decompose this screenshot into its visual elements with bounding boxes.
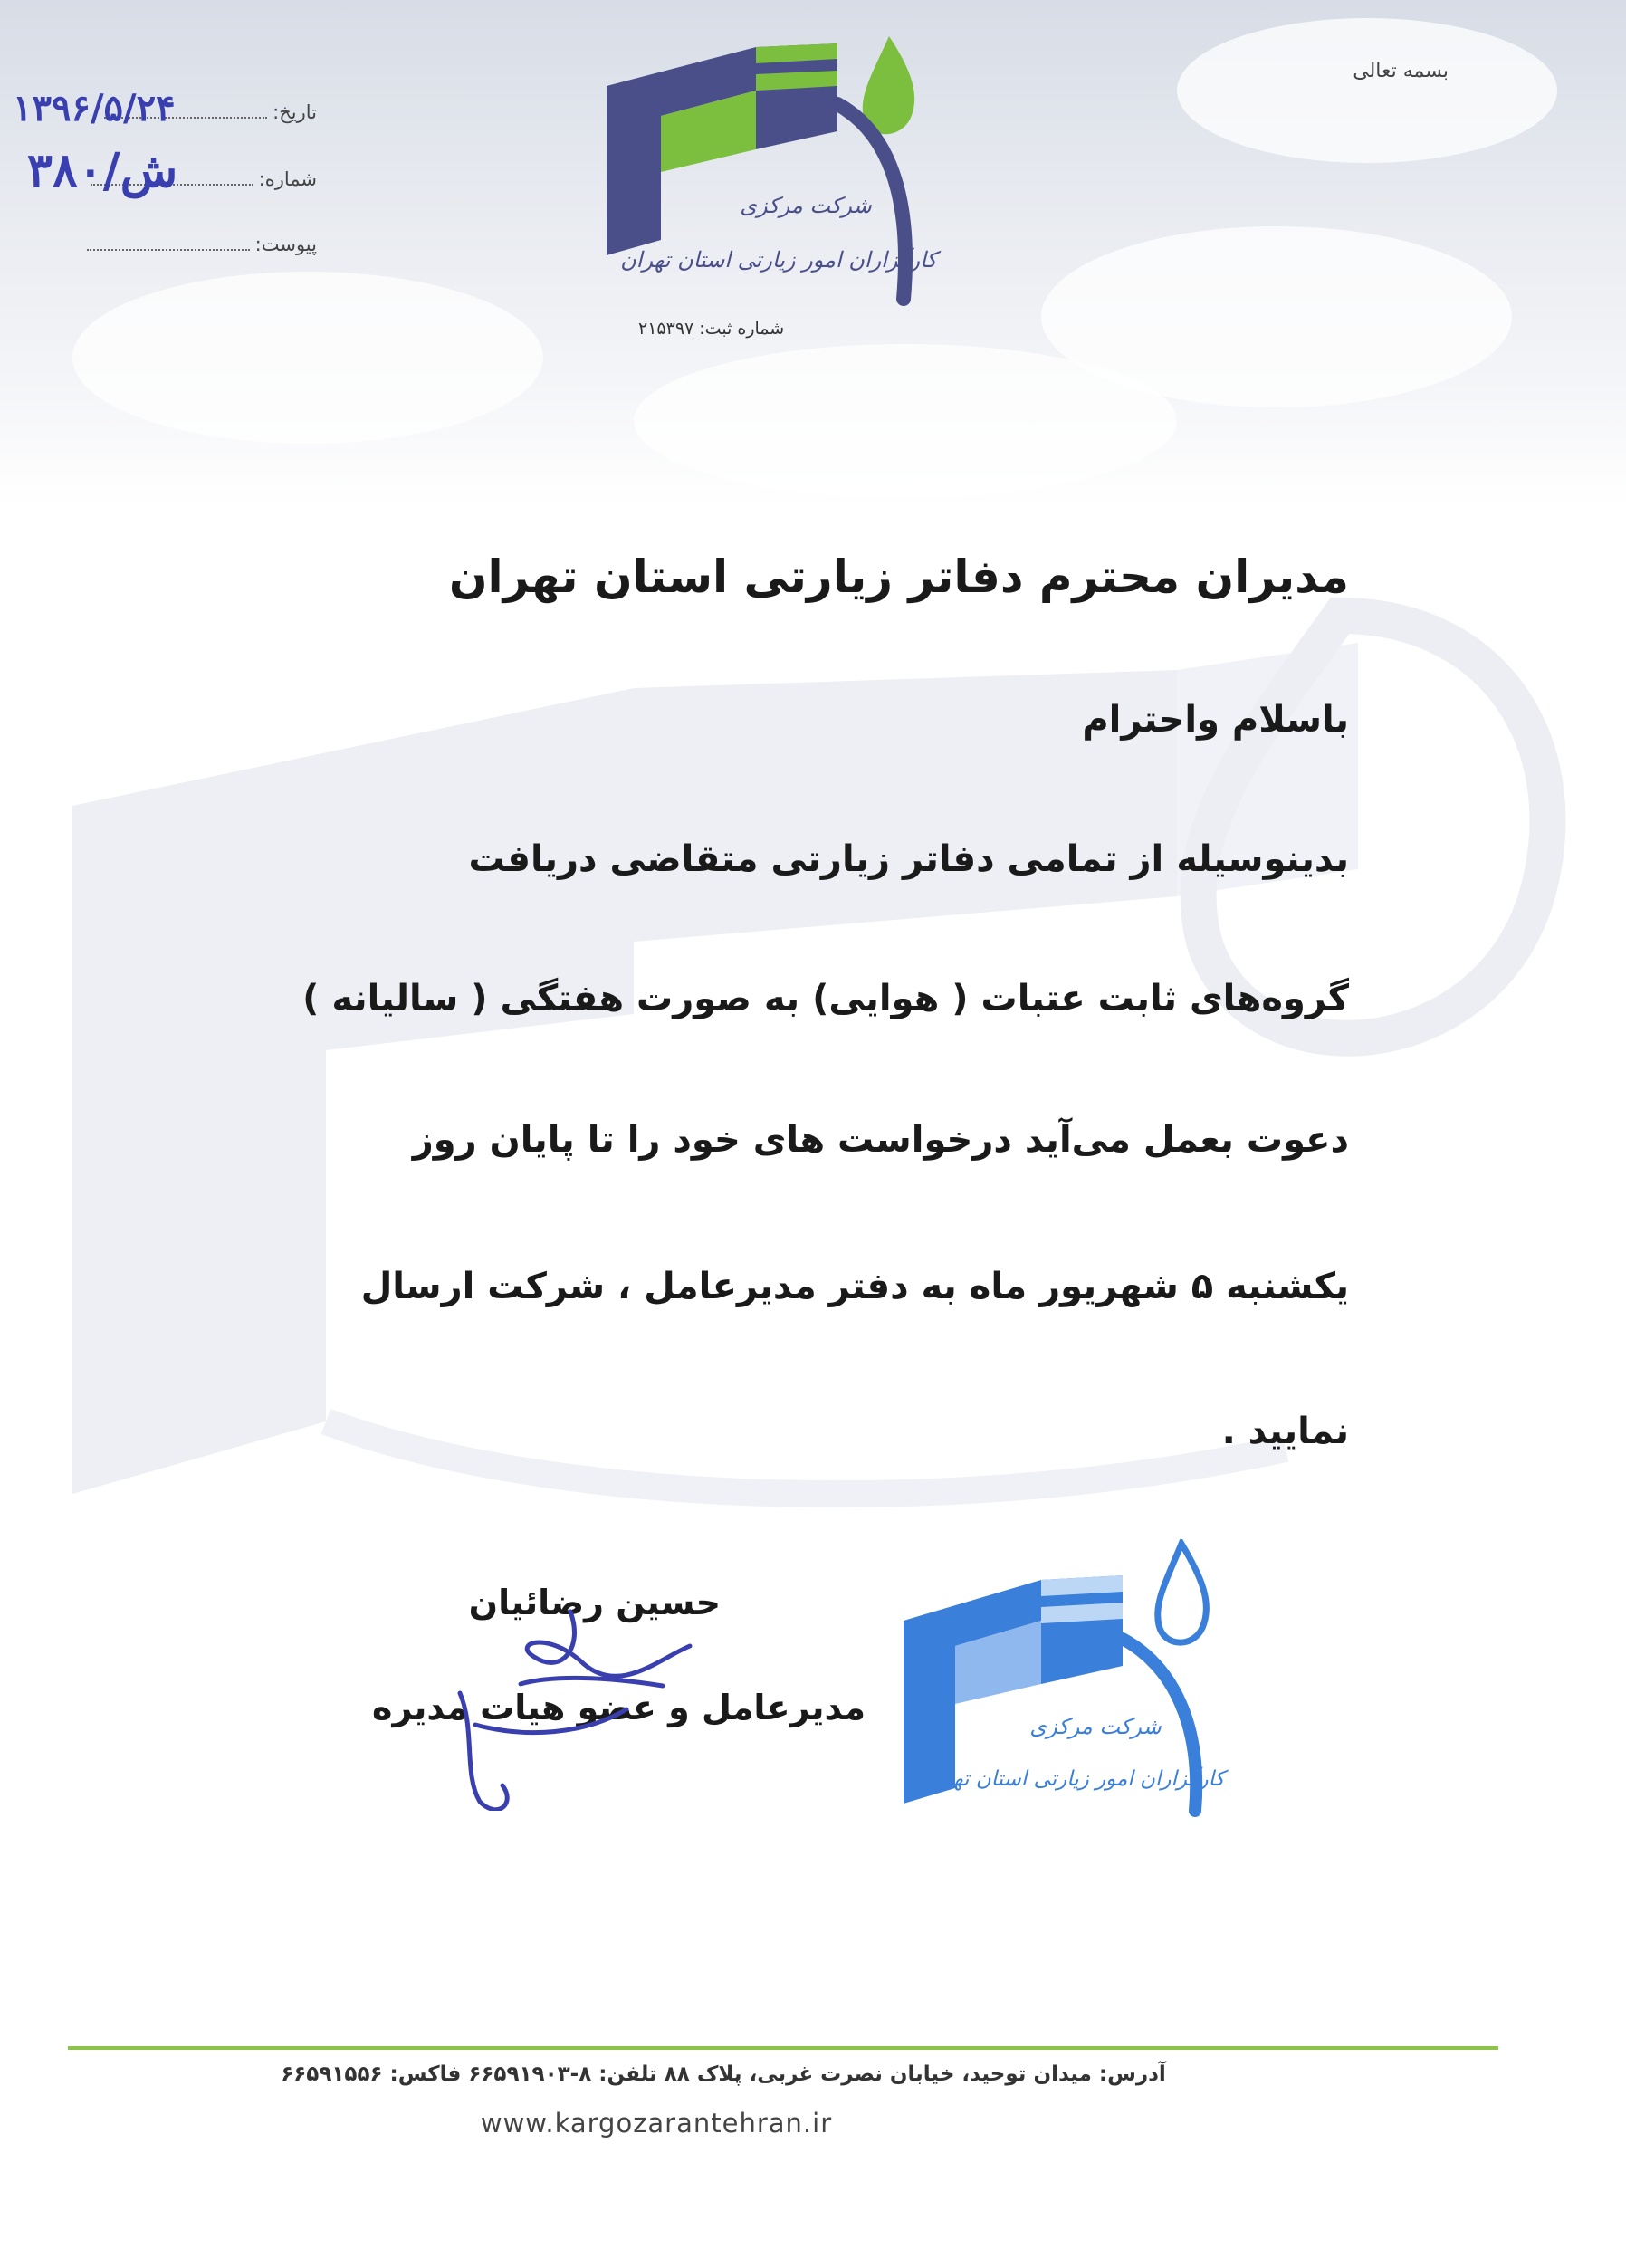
company-logo	[598, 36, 942, 308]
letter-body-line-1: بدینوسیله از تمامی دفاتر زیارتی متقاضی دریافت	[468, 838, 1349, 880]
signatory-name: حسین رضائیان	[468, 1583, 721, 1622]
handwritten-date: ۱۳۹۶/۵/۲۴	[13, 87, 176, 129]
letter-greeting: باسلام واحترام	[1082, 699, 1349, 741]
attachment-field	[87, 234, 317, 255]
letter-body-line-4: یکشنبه ۵ شهریور ماه به دفتر مدیرعامل ، شرکت ارسال	[360, 1266, 1349, 1307]
letter-body-line-3: دعوت بعمل می‌آید درخواست های خود را تا پایان روز	[412, 1119, 1349, 1161]
logo-watermark	[0, 507, 1626, 1548]
footer-website: www.kargozarantehran.ir	[480, 2108, 833, 2139]
stamp-company-line2: کارگزاران امور زیارتی استان تهران	[921, 1767, 1225, 1791]
company-stamp	[896, 1539, 1240, 1820]
letter-title: مدیران محترم دفاتر زیارتی استان تهران	[448, 550, 1349, 603]
footer-divider	[68, 2046, 1498, 2050]
logo-company-line1: شرکت مرکزی	[740, 193, 872, 218]
cloud	[72, 272, 543, 444]
letter-body-line-2: گروه‌های ثابت عتبات ( هوایی) به صورت هفتگی ( سالیانه )	[302, 978, 1349, 1019]
registration-number: شماره ثبت: ۲۱۵۳۹۷	[638, 319, 785, 339]
date-label: تاریخ:	[273, 101, 317, 123]
handwritten-number: ۳۸۰/ش	[27, 143, 178, 198]
stamp-company-line1: شرکت مرکزی	[1029, 1714, 1162, 1739]
footer-address: آدرس: میدان توحید، خیابان نصرت غربی، پلاک ۸۸ تلفن: ۸-۶۶۵۹۱۹۰۳ فاکس: ۶۶۵۹۱۵۵۶	[281, 2062, 1166, 2086]
letter-body-line-5: نمایید .	[1221, 1411, 1349, 1452]
cloud	[1177, 18, 1557, 163]
dotted-line	[87, 249, 250, 251]
cloud	[634, 344, 1177, 498]
bismillah-text: بسمه تعالی	[1353, 60, 1449, 82]
signatory-role: مدیرعامل و عضو هیات مدیره	[372, 1688, 866, 1727]
handwritten-signature	[426, 1593, 724, 1811]
attachment-label: پیوست:	[254, 234, 317, 255]
number-label: شماره:	[258, 168, 317, 190]
logo-company-line2: کارگزاران امور زیارتی استان تهران	[620, 247, 937, 273]
